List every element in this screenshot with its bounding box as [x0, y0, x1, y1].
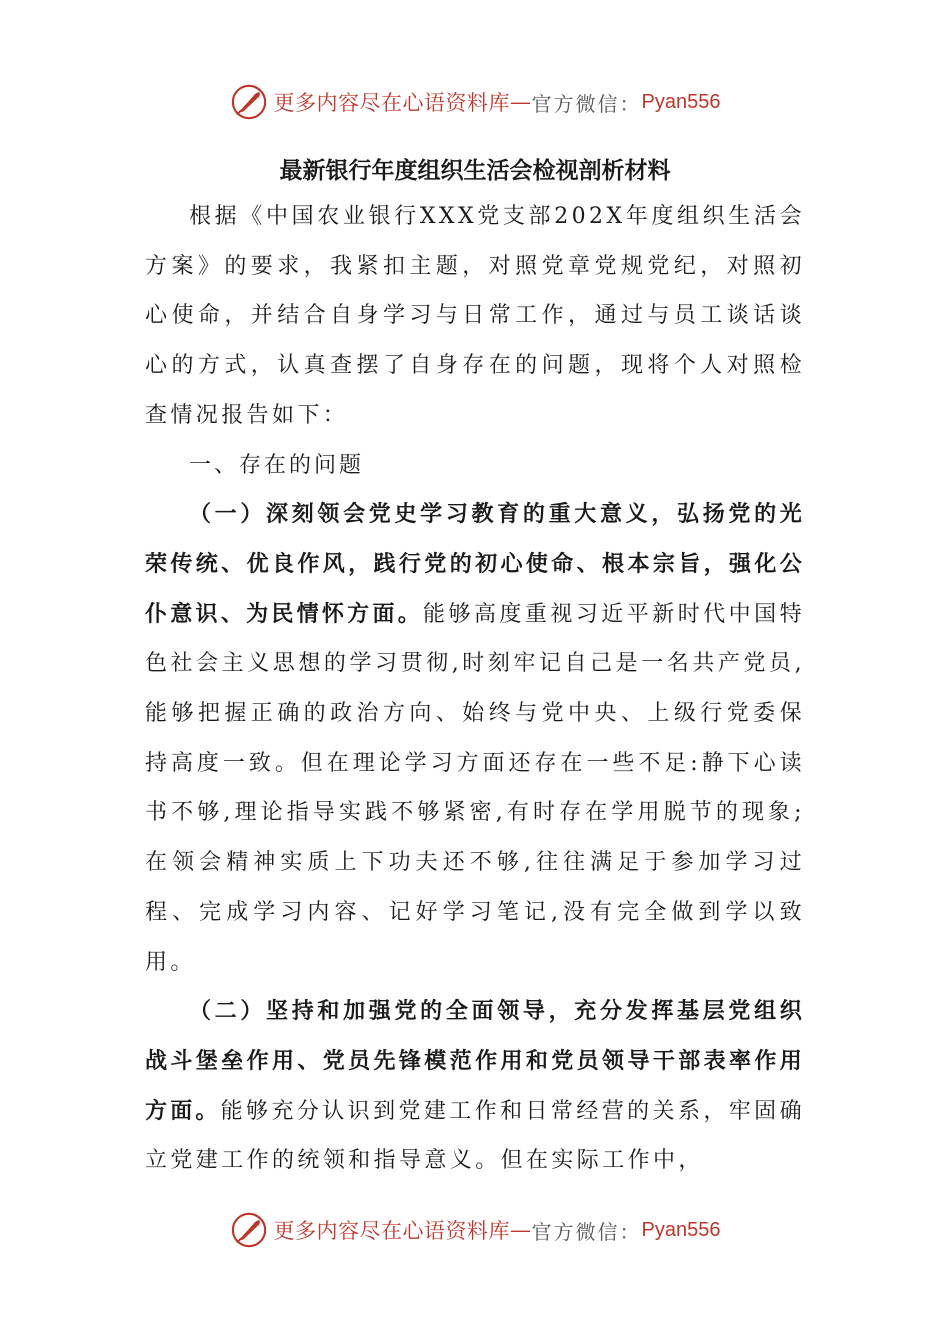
item-2-text: 能够充分认识到党建工作和日常经营的关系，牢固确立党建工作的统领和指导意义。但在实际工作中，: [145, 1098, 805, 1174]
banner-wechat-label: 官方微信：: [531, 1219, 642, 1244]
banner-slogan: 更多内容尽在心语资料库: [273, 91, 511, 115]
intro-paragraph: 根据《中国农业银行XXX党支部202X年度组织生活会方案》的要求，我紧扣主题，对照党章党规党纪，对照初心使命，并结合自身学习与日常工作，通过与员工谈话谈心的方式，认真查摆了自身存在的问题，现将个人对照检查情况报告如下：: [145, 204, 805, 428]
item-1-text: 能够高度重视习近平新时代中国特色社会主义思想的学习贯彻,时刻牢记自己是一名共产党员,能够把握正确的政治方向、始终与党中央、上级行党委保持高度一致。但在理论学习方面还存在一些不足:静下心读书不够,理论指导实践不够紧密,有时存在学用脱节的现象;在领会精神实质上下功夫还不够,往往满足于参加学习过程、完成学习内容、记好学习笔记,没有完全做到学以致用。: [145, 601, 805, 975]
watermark-banner-bottom: [0, 1208, 950, 1252]
banner-wechat-id: Pyan556: [641, 1218, 721, 1241]
banner-wechat-id: Pyan556: [641, 90, 721, 113]
document-title: 最新银行年度组织生活会检视剖析材料: [279, 157, 671, 184]
banner-dash: —: [510, 90, 532, 114]
section-heading-1: 一、存在的问题: [189, 452, 365, 478]
document-body: [145, 150, 805, 1186]
quill-logo-icon: [230, 1211, 268, 1249]
item-2-paragraph: [145, 987, 805, 1186]
banner-slogan: 更多内容尽在心语资料库: [273, 1219, 511, 1243]
item-1-heading: （一）深刻领会党史学习教育的重大意义，弘扬党的光荣传统、优良作风，践行党的初心使命、根本宗旨，强化公仆意识、为民情怀方面。: [145, 501, 805, 627]
quill-logo-icon: [230, 83, 268, 121]
item-2-heading: （二）坚持和加强党的全面领导，充分发挥基层党组织战斗堡垒作用、党员先锋模范作用和党员领导干部表率作用方面。: [145, 998, 805, 1124]
item-1-paragraph: [145, 490, 805, 987]
banner-wechat-label: 官方微信：: [531, 91, 642, 116]
banner-dash: —: [510, 1218, 532, 1242]
watermark-banner-top: [0, 80, 950, 124]
